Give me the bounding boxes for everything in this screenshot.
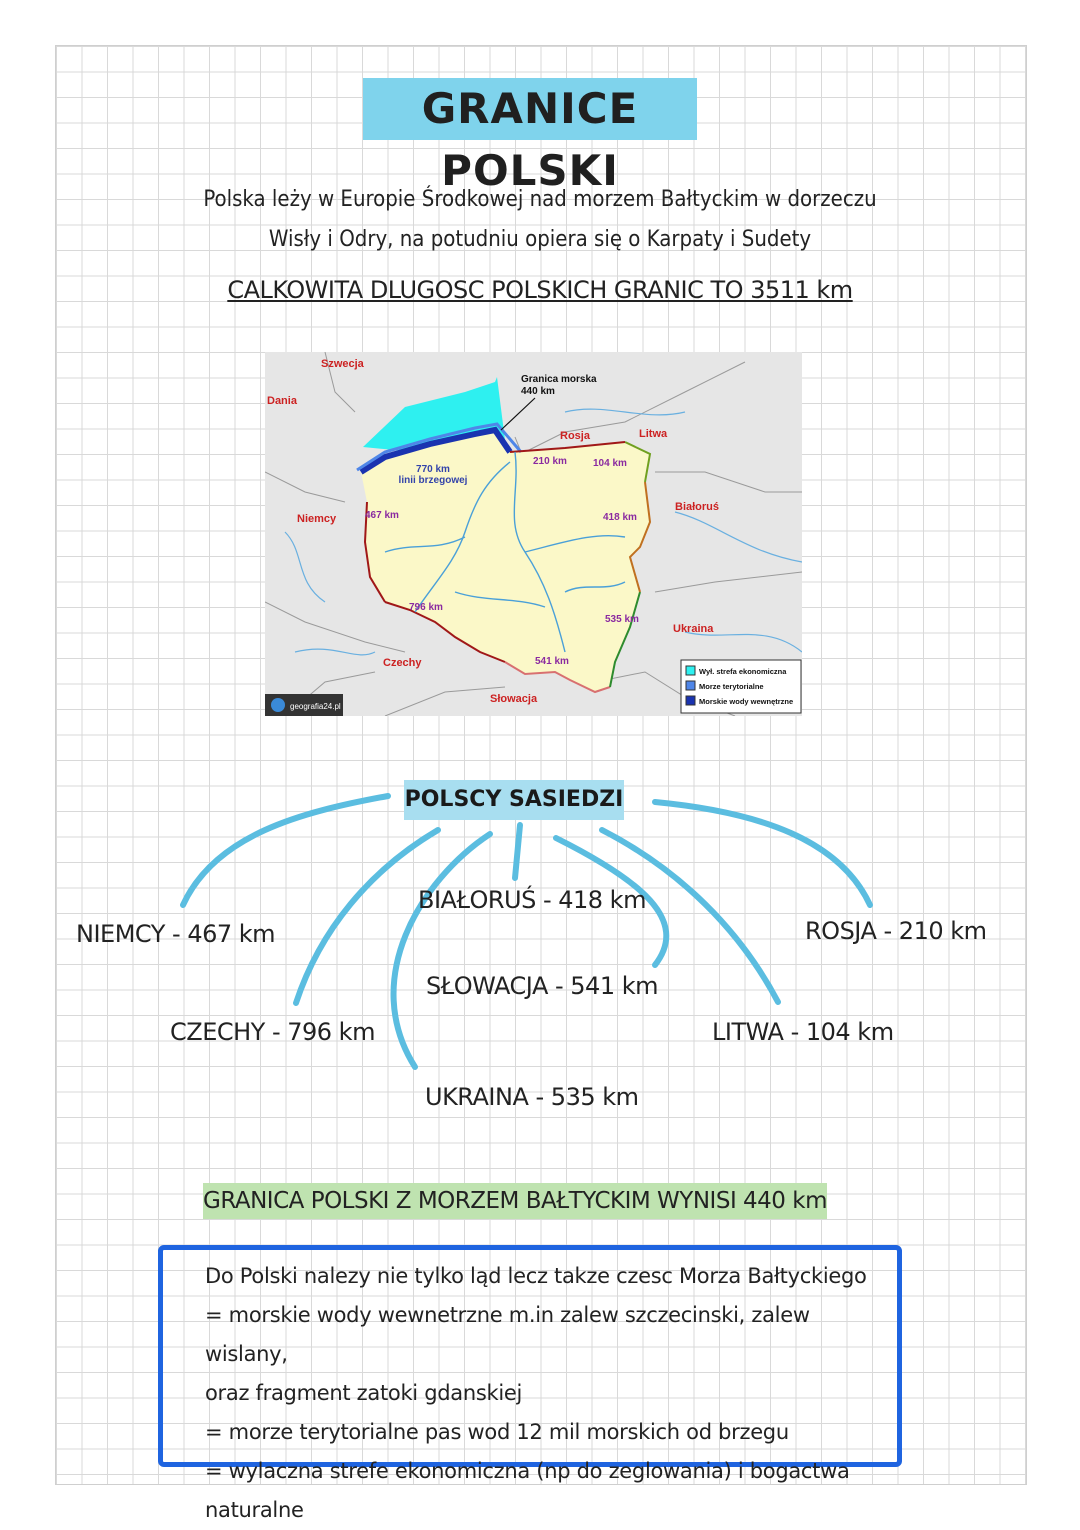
neighbor-slowacja: SŁOWACJA - 541 km <box>426 972 658 1000</box>
km-slowacja: 541 km <box>535 656 569 667</box>
info-line-3: oraz fragment zatoki gdanskiej <box>205 1381 523 1405</box>
page-title: GRANICE POLSKI <box>363 78 697 140</box>
km-ukraina: 535 km <box>605 614 639 625</box>
legend-swatch <box>686 681 695 690</box>
label-ukraina: Ukraina <box>673 623 714 635</box>
label-szwecja: Szwecja <box>321 358 364 370</box>
neighbors-title: POLSCY SASIEDZI <box>404 780 624 820</box>
neighbor-czechy: CZECHY - 796 km <box>170 1018 375 1046</box>
km-rosja: 210 km <box>533 456 567 467</box>
neighbor-niemcy: NIEMCY - 467 km <box>76 920 276 948</box>
coast-km: 770 km <box>416 464 450 475</box>
km-czechy: 796 km <box>409 602 443 613</box>
intro-text <box>180 180 900 260</box>
info-line-1: Do Polski nalezy nie tylko ląd lecz takze czesc Morza Bałtyckiego <box>205 1264 867 1288</box>
info-line-2: = morskie wody wewnetrzne m.in zalew szczecinski, zalew wislany, <box>205 1303 810 1366</box>
map-svg <box>265 352 802 716</box>
credit-text: geografia24.pl <box>290 702 341 711</box>
neighbor-rosja: ROSJA - 210 km <box>805 917 987 945</box>
globe-icon <box>271 698 285 712</box>
legend-label: Wył. strefa ekonomiczna <box>699 667 787 676</box>
map-credit <box>265 694 343 716</box>
km-niemcy: 467 km <box>365 510 399 521</box>
poland-border-map <box>265 352 802 716</box>
coast-text: linii brzegowej <box>398 475 468 486</box>
intro-line-2: Wisły i Odry, na potudniu opiera się o Karpaty i Sudety <box>268 227 812 252</box>
km-litwa: 104 km <box>593 458 627 469</box>
neighbor-ukraina: UKRAINA - 535 km <box>425 1083 639 1111</box>
label-litwa: Litwa <box>639 428 668 440</box>
info-line-5: = wylaczna strefe ekonomiczna (np do zeglowania) i bogactwa naturalne <box>205 1459 850 1522</box>
label-bialorus: Białoruś <box>675 501 720 513</box>
legend-swatch <box>686 666 695 675</box>
label-slowacja: Słowacja <box>490 693 538 705</box>
neighbor-litwa: LITWA - 104 km <box>712 1018 894 1046</box>
legend-swatch <box>686 696 695 705</box>
label-rosja: Rosja <box>560 430 590 442</box>
label-dania: Dania <box>267 395 297 407</box>
km-bialorus: 418 km <box>603 512 637 523</box>
label-czechy: Czechy <box>383 657 422 669</box>
sea-border-km: 440 km <box>521 386 555 397</box>
legend-label: Morskie wody wewnętrzne <box>699 697 794 706</box>
neighbor-bialorus: BIAŁORUŚ - 418 km <box>418 886 646 914</box>
sea-border-statement: GRANICA POLSKI Z MORZEM BAŁTYCKIM WYNISI 440 km <box>203 1183 827 1219</box>
total-border-length: CALKOWITA DLUGOSC POLSKICH GRANIC TO 3511 km <box>227 276 853 304</box>
info-line-4: = morze terytorialne pas wod 12 mil morskich od brzegu <box>205 1420 789 1444</box>
intro-line-1: Polska leży w Europie Środkowej nad morzem Bałtyckim w dorzeczu <box>203 187 877 212</box>
map-legend <box>681 660 801 713</box>
info-text <box>205 1257 885 1530</box>
legend-label: Morze terytorialne <box>699 682 764 691</box>
label-niemcy: Niemcy <box>297 513 337 525</box>
sea-border-title: Granica morska <box>521 374 597 385</box>
